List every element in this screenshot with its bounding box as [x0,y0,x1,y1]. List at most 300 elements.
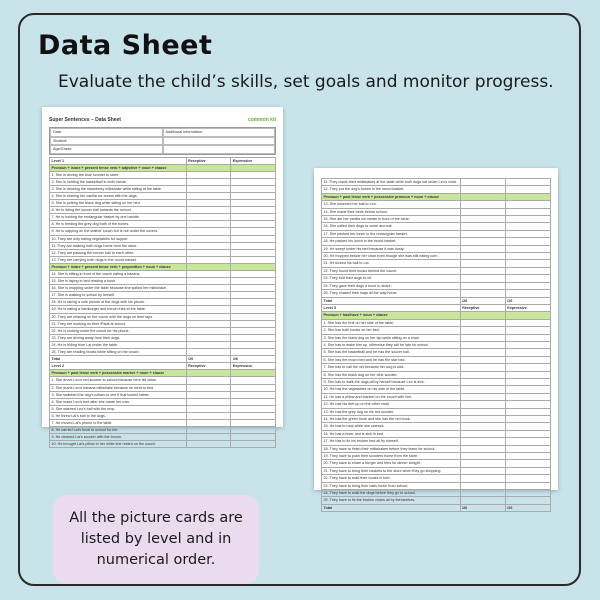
expressive-cell [505,467,550,474]
receptive-cell [460,482,505,489]
table-row [322,408,551,415]
receptive-cell [460,401,505,408]
sentence-type-row [322,312,551,319]
table-row [50,349,276,356]
expressive-cell [505,438,550,445]
expressive-cell [231,313,276,320]
receptive-cell [460,319,505,326]
table-row [50,214,276,221]
receptive-cell [186,249,231,256]
expressive-cell [231,334,276,341]
receptive-cell [186,341,231,348]
receptive-cell [460,378,505,385]
expressive-cell [505,356,550,363]
expressive-cell [505,275,550,282]
receptive-cell [186,164,231,171]
receptive-cell [460,364,505,371]
sentence-cell: 10. He has the vegetables on his side of the table. [322,386,461,393]
table-row [322,349,551,356]
data-table [49,157,276,449]
expressive-cell [505,453,550,460]
table-row [322,334,551,341]
table-row [322,245,551,252]
receptive-cell [460,201,505,208]
sentence-cell: 6. He threw Lai's ball to the dogs. [50,412,187,419]
expressive-cell [505,497,550,504]
table-row [322,253,551,260]
receptive-cell [460,490,505,497]
sentence-cell: 5. She has the basketball and he has the soccer ball. [322,349,461,356]
total-row [322,297,551,304]
receptive-cell [186,178,231,185]
sentence-cell: Total [322,504,461,511]
sentence-cell: 17. She is walking to school by herself. [50,292,187,299]
table-row [322,430,551,437]
sentence-cell: 6. She has the moon bed and he has the star bed. [322,356,461,363]
sentence-cell: Pronoun + is/are + present tense verb + preposition + noun + clause [50,263,187,270]
expressive-cell: Expressive [231,363,276,370]
expressive-cell [505,416,550,423]
expressive-cell [505,482,550,489]
expressive-cell [231,271,276,278]
expressive-cell [505,253,550,260]
sentence-cell: 18. He packed his lunch in the round basket. [322,238,461,245]
expressive-cell [505,193,550,200]
receptive-cell: /26 [460,504,505,511]
table-row [50,221,276,228]
receptive-cell [186,377,231,384]
sentence-cell: 7. He moved Lai's phone to the table. [50,419,187,426]
receptive-cell [460,327,505,334]
expressive-cell [231,249,276,256]
receptive-cell [186,171,231,178]
sentence-cell: Pronoun + past tense verb + possessive pronoun + noun + clause [322,193,461,200]
expressive-cell [231,377,276,384]
sentence-type-row [50,164,276,171]
sentence-cell: Level 3 [322,304,461,311]
sentence-cell: 9. He is napping on the leather couch but is not under the covers. [50,228,187,235]
receptive-cell [460,445,505,452]
receptive-cell [186,434,231,441]
level-header-row [50,157,276,164]
expressive-cell [231,263,276,270]
expressive-cell [505,341,550,348]
expressive-cell [505,393,550,400]
sheet-header [49,114,276,125]
receptive-cell [186,235,231,242]
table-row [322,282,551,289]
sentence-cell: Pronoun + past tense verb + possessive marker + noun + clause [50,370,187,377]
sentence-cell: 7. He is holding the rectangular basket by one handle. [50,214,187,221]
receptive-cell [186,349,231,356]
expressive-cell [231,327,276,334]
sentence-type-row [50,370,276,377]
sentence-cell: Total [50,356,187,363]
sentence-cell: 2. She has both books on her bed. [322,327,461,334]
receptive-cell [186,327,231,334]
table-row [50,412,276,419]
expressive-cell [231,171,276,178]
sentence-cell: 4. She is sharing her vanilla ice cream with the dogs. [50,192,187,199]
expressive-cell [505,490,550,497]
expressive-cell [231,178,276,185]
table-row [322,260,551,267]
table-row [322,386,551,393]
table-row [322,393,551,400]
table-row [50,178,276,185]
receptive-cell [460,312,505,319]
receptive-cell [186,214,231,221]
table-row [322,238,551,245]
data-sheet-page-2 [314,168,558,510]
sentence-cell: 11. They are walking both dogs home from the store. [50,242,187,249]
receptive-cell [186,320,231,327]
sentence-cell: 11. He has a pillow and blanket on the couch with him. [322,393,461,400]
expressive-cell [505,260,550,267]
table-row [322,445,551,452]
sentence-type-row [322,193,551,200]
receptive-cell [186,384,231,391]
info-cell: Student: [50,137,163,146]
sentence-cell: 24. He is hiding from Lai under the table. [50,341,187,348]
sentence-cell: 25. They chased their dogs all the way home. [322,290,461,297]
expressive-cell [231,412,276,419]
receptive-cell [460,460,505,467]
table-row [50,285,276,292]
info-cell [163,137,276,146]
sentence-cell: Total [322,297,461,304]
expressive-cell [231,434,276,441]
expressive-cell [231,405,276,412]
table-row [322,423,551,430]
page-title: Data Sheet [38,30,213,61]
sentence-cell: 14. He has the green book and she has the red book. [322,416,461,423]
expressive-cell: Expressive [505,304,550,311]
receptive-cell [460,453,505,460]
sentence-cell: Level 2 [50,363,187,370]
expressive-cell [231,341,276,348]
sentence-cell: 20. They are relaxing on the couch with the dogs on their laps. [50,313,187,320]
sentence-cell: 5. She washed Leo's ball with the mop. [50,405,187,412]
sentence-cell: 8. She has the black dog on her blue scooter. [322,371,461,378]
expressive-cell [505,423,550,430]
receptive-cell [460,497,505,504]
table-row [322,467,551,474]
receptive-cell: Receptive [186,157,231,164]
expressive-cell [505,245,550,252]
table-row [322,453,551,460]
expressive-cell [505,334,550,341]
table-row [322,364,551,371]
table-row [50,377,276,384]
expressive-cell [231,391,276,398]
table-row [322,341,551,348]
sentence-cell: 3. She is drinking the strawberry milkshake while sitting at the table. [50,185,187,192]
table-row [322,275,551,282]
sentence-cell: 15. She is laying in bed reading a book. [50,278,187,285]
table-row [50,228,276,235]
expressive-cell [231,207,276,214]
receptive-cell [460,260,505,267]
total-row [50,356,276,363]
receptive-cell [460,230,505,237]
receptive-cell [460,275,505,282]
table-row [322,208,551,215]
sentence-cell: 10. He brought Lai's pillow to her while she rested on the couch. [50,441,187,448]
receptive-cell [460,423,505,430]
expressive-cell [505,371,550,378]
sentence-cell: 7. She has to call the vet because her dog is sick. [322,364,461,371]
receptive-cell [186,405,231,412]
expressive-cell [505,208,550,215]
sentence-cell: 4. She made Leo's bed after she made her own. [50,398,187,405]
level-header-row [322,304,551,311]
expressive-cell: /26 [231,356,276,363]
table-row [322,179,551,186]
receptive-cell [186,185,231,192]
expressive-cell [231,320,276,327]
sentence-cell: 20. They have to share a burger and fries for dinner tonight. [322,460,461,467]
sentence-cell: 24. They have to walk the dogs before they go to school. [322,490,461,497]
brand-logo: common kit [247,116,276,123]
table-row [50,207,276,214]
receptive-cell [460,438,505,445]
receptive-cell [460,290,505,297]
sentence-cell: 21. They are working on their iPads at school. [50,320,187,327]
expressive-cell [505,238,550,245]
expressive-cell [231,192,276,199]
receptive-cell: /26 [460,297,505,304]
expressive-cell [231,306,276,313]
table-row [50,292,276,299]
expressive-cell [231,370,276,377]
receptive-cell [460,386,505,393]
receptive-cell [460,253,505,260]
table-row [50,278,276,285]
expressive-cell [231,242,276,249]
sentence-cell: 18. They have to finish their milkshakes before they leave for school. [322,445,461,452]
sentence-cell: 16. She called their dogs to come and eat. [322,223,461,230]
table-row [322,401,551,408]
table-row [50,242,276,249]
receptive-cell [460,349,505,356]
expressive-cell [231,278,276,285]
receptive-cell [460,371,505,378]
receptive-cell [460,179,505,186]
sentence-cell: 10. They are only eating vegetables for supper. [50,235,187,242]
table-row [50,313,276,320]
expressive-cell [505,386,550,393]
expressive-cell [505,290,550,297]
table-row [322,416,551,423]
data-sheet-page-1 [42,107,283,447]
info-cell [163,145,276,154]
expressive-cell [505,223,550,230]
sentence-cell: 21. He kicked his ball to Lai. [322,260,461,267]
sentence-cell: 12. He has his feet up on the other chair. [322,401,461,408]
table-row [50,419,276,426]
table-row [322,201,551,208]
sentence-cell: 6. He is riding the soccer ball towards the school. [50,207,187,214]
receptive-cell [460,356,505,363]
info-cell: Date: [50,128,163,137]
sentence-cell: 4. She has to wake him up, otherwise they will be late for school. [322,341,461,348]
table-row [50,398,276,405]
expressive-cell [231,398,276,405]
sentence-cell: 14. She made their beds before school. [322,208,461,215]
sentence-cell: 1. She has the fruit on her side of the table. [322,319,461,326]
sentence-cell: 2. She drank Leo's banana milkshake because he went to bed. [50,384,187,391]
receptive-cell: Receptive [460,304,505,311]
sentence-cell: 12. They are passing the soccer ball to each other. [50,249,187,256]
student-info-grid [49,127,276,155]
sentence-cell: 19. They have to push their scooters home from the store. [322,453,461,460]
table-row [50,185,276,192]
table-row [50,299,276,306]
sentence-cell: 15. He has to mop while she sweeps. [322,423,461,430]
sentence-type-row [50,263,276,270]
receptive-cell [460,334,505,341]
expressive-cell [231,285,276,292]
expressive-cell [231,235,276,242]
receptive-cell [460,216,505,223]
sentence-cell: 13. They are carrying both dogs in the round basket. [50,256,187,263]
table-row [50,320,276,327]
expressive-cell [505,327,550,334]
receptive-cell [186,398,231,405]
receptive-cell [460,430,505,437]
table-row [322,327,551,334]
receptive-cell [186,200,231,207]
expressive-cell [505,201,550,208]
expressive-cell [231,214,276,221]
table-row [50,249,276,256]
sentence-cell: 8. He is feeding the grey dog both of the bones. [50,221,187,228]
sentence-cell: 16. She is mopping under the table because she spilled her milkshake. [50,285,187,292]
expressive-cell: /26 [505,504,550,511]
table-row [50,235,276,242]
sentence-cell: 2. She is holding the basketball in both hands. [50,178,187,185]
sentence-cell: 19. He is eating a hamburger and french fries at the table. [50,306,187,313]
table-row [50,192,276,199]
sentence-cell: 23. They are driving away from their dogs. [50,334,187,341]
expressive-cell [231,228,276,235]
table-row [322,438,551,445]
receptive-cell [186,299,231,306]
table-row [322,371,551,378]
sentence-cell: Pronoun + is/are + present tense verb + adjective + noun + clause [50,164,187,171]
receptive-cell [186,221,231,228]
receptive-cell [460,238,505,245]
table-row [322,490,551,497]
receptive-cell [460,416,505,423]
expressive-cell [231,292,276,299]
receptive-cell [186,313,231,320]
sentence-cell: 3. She has the black dog on her lap while sitting on a chair. [322,334,461,341]
expressive-cell [505,401,550,408]
sentence-cell: 3. She switched the dog's collars to one if that looked better. [50,391,187,398]
table-row [322,497,551,504]
table-row [50,341,276,348]
receptive-cell [460,245,505,252]
table-row [50,256,276,263]
table-row [50,334,276,341]
sentence-cell: 1. She is driving the blue scooter to store. [50,171,187,178]
sentence-cell: 18. He is taking a cute picture of the dogs with his phone. [50,299,187,306]
expressive-cell: Expressive [231,157,276,164]
table-row [322,460,551,467]
table-row [50,427,276,434]
sentence-cell: 8. He carried Lai's book to school for her. [50,427,187,434]
table-row [322,482,551,489]
receptive-cell [460,282,505,289]
receptive-cell [460,393,505,400]
receptive-cell [460,186,505,193]
table-row [50,405,276,412]
sentence-cell: 25. They are reading books while sitting on the couch. [50,349,187,356]
sentence-cell: Level 1 [50,157,187,164]
info-note: All the picture cards are listed by level and in numerical order. [53,495,259,584]
receptive-cell [186,278,231,285]
sentence-cell: 1. She drove Leo's red scooter to school because hers fell down. [50,377,187,384]
table-row [322,319,551,326]
expressive-cell [505,460,550,467]
table-row [50,391,276,398]
total-row [322,504,551,511]
table-row [322,230,551,237]
sentence-cell: 9. He cleaned Lai's scooter with the broom. [50,434,187,441]
expressive-cell [231,299,276,306]
receptive-cell: /26 [186,356,231,363]
table-row [322,475,551,482]
table-row [322,216,551,223]
sentence-cell: 22. He is looking under the couch for his phone. [50,327,187,334]
expressive-cell [505,364,550,371]
receptive-cell [186,370,231,377]
receptive-cell [460,267,505,274]
sentence-cell: 17. He has to fix his broken bed all by himself. [322,438,461,445]
expressive-cell [231,185,276,192]
sentence-cell: 11. They drank their milkshakes at the table while both dogs sat under Leo's chair. [322,179,461,186]
receptive-cell [186,334,231,341]
sentence-cell: 16. He has a fever and is sick in bed. [322,430,461,437]
sentence-cell: Pronoun + has/have + noun + clause [322,312,461,319]
sentence-cell: 22. They have to read their books in bed. [322,475,461,482]
receptive-cell [186,419,231,426]
receptive-cell [460,467,505,474]
expressive-cell [231,384,276,391]
expressive-cell [505,216,550,223]
receptive-cell [186,285,231,292]
sentence-cell: 5. She is putting the black dog while sitting on her bed. [50,200,187,207]
receptive-cell [186,441,231,448]
sentence-cell: 9. She has to walk the dogs all by herself because Leo is sick. [322,378,461,385]
info-cell: Additional information: [163,128,276,137]
level-header-row [50,363,276,370]
sentence-cell: 12. They put the dog's bones in the round basket. [322,186,461,193]
table-row [322,356,551,363]
expressive-cell [505,312,550,319]
table-row [50,200,276,207]
sentence-cell: 24. They gave their dogs a bone to share. [322,282,461,289]
expressive-cell: /26 [505,297,550,304]
table-row [322,223,551,230]
receptive-cell [186,271,231,278]
data-table [321,178,551,512]
sentence-cell: 14. She is sitting in front of the couch eating a banana. [50,271,187,278]
expressive-cell [231,221,276,228]
subtitle: Evaluate the child’s skills, set goals and monitor progress. [58,72,554,92]
